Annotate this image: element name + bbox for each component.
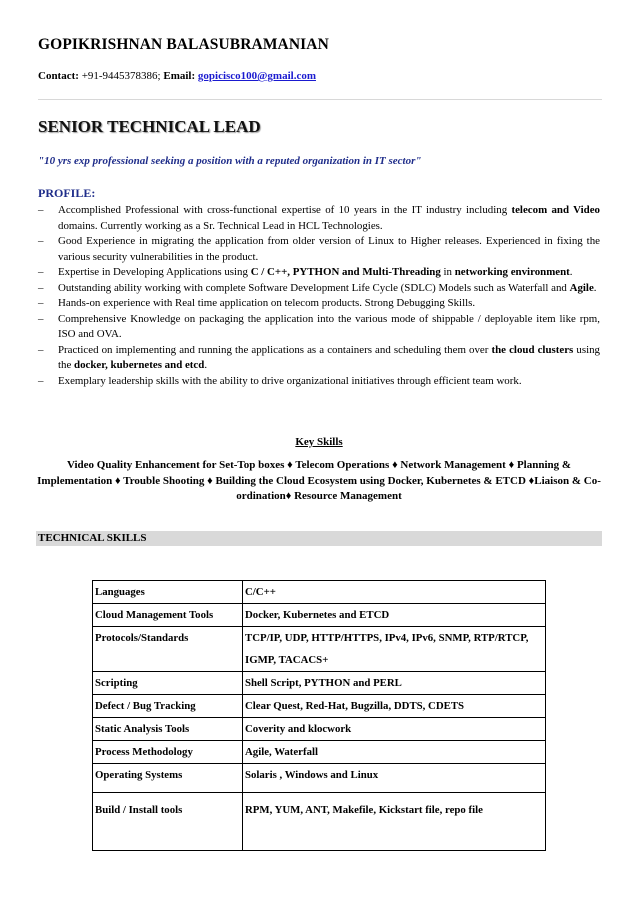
skill-category: Scripting	[93, 672, 243, 695]
profile-heading: PROFILE:	[38, 186, 96, 200]
profile-item	[38, 343, 600, 374]
profile-item-bold-text: docker, kubernetes and etcd	[74, 359, 205, 371]
bullet-dash: –	[38, 312, 44, 325]
table-row	[93, 718, 546, 741]
profile-item-text: Accomplished Professional with cross-functional expertise of 10 years in the IT industry including	[58, 204, 512, 216]
candidate-name: GOPIKRISHNAN BALASUBRAMANIAN	[38, 36, 329, 53]
profile-item-text: Expertise in Developing Applications using	[58, 266, 251, 278]
skill-category: Process Methodology	[93, 741, 243, 764]
skill-category: Static Analysis Tools	[93, 718, 243, 741]
key-skills-heading: Key Skills	[295, 436, 343, 448]
profile-item	[38, 374, 600, 390]
skill-value: Coverity and klocwork	[243, 718, 546, 741]
profile-item	[38, 265, 600, 281]
tagline: "10 yrs exp professional seeking a position with a reputed organization in IT sector"	[38, 155, 422, 167]
bullet-dash: –	[38, 235, 44, 247]
skill-category: Defect / Bug Tracking	[93, 695, 243, 718]
technical-skills-heading: TECHNICAL SKILLS	[38, 532, 147, 544]
profile-item-bold-text: C / C++, PYTHON and Multi-Threading	[250, 266, 441, 278]
key-skills-text: Video Quality Enhancement for Set-Top boxes ♦ Telecom Operations ♦ Network Management ♦ Planning & Implementation ♦ Trouble Shooting ♦ Building the Cloud Ecosystem using Docker, Kubernetes & ETCD ♦Liaison & Co-ordination♦ Resource Management	[37, 459, 601, 502]
profile-item	[38, 234, 600, 265]
bullet-dash: –	[38, 374, 44, 387]
bullet-dash: –	[38, 343, 44, 356]
bullet-dash: –	[38, 281, 44, 294]
profile-item-text: Practiced on implementing and running the applications as a containers and scheduling them over	[58, 343, 492, 356]
email-label: Email:	[163, 70, 196, 82]
table-row	[93, 672, 546, 695]
skill-category: Build / Install tools	[93, 793, 243, 851]
bullet-dash: –	[38, 204, 44, 216]
profile-item-bold-text: Agile	[569, 281, 594, 294]
phone-number: +91-9445378386;	[81, 70, 161, 82]
profile-item-text: Comprehensive Knowledge on packaging the application into the various mode of shippable / deployable item like rpm, ISO and OVA.	[58, 312, 600, 340]
technical-skills-table	[92, 580, 546, 851]
skill-category: Cloud Management Tools	[93, 604, 243, 627]
role-title: SENIOR TECHNICAL LEAD	[38, 117, 261, 136]
table-row	[93, 627, 546, 672]
email-link[interactable]: gopicisco100@gmail.com	[197, 70, 316, 82]
contact-line	[38, 70, 316, 82]
profile-item-text: Good Experience in migrating the application from older version of Linux to Higher releases. Experienced in fixing the various security vulnerabilities in the product.	[58, 235, 600, 263]
profile-item-text: Exemplary leadership skills with the ability to drive organizational initiatives through efficient team work.	[58, 374, 522, 387]
skill-value: Shell Script, PYTHON and PERL	[243, 672, 546, 695]
profile-item-text: in	[440, 266, 455, 278]
profile-list	[38, 203, 600, 389]
profile-item	[38, 203, 600, 234]
table-row	[93, 764, 546, 793]
skill-value: Clear Quest, Red-Hat, Bugzilla, DDTS, CDETS	[243, 695, 546, 718]
profile-item-bold-text: the cloud clusters	[491, 343, 574, 356]
profile-item-text: .	[569, 266, 573, 278]
technical-skills-bar	[36, 531, 602, 546]
profile-item-bold-text: telecom and Video	[511, 204, 600, 216]
profile-item-text: Hands-on experience with Real time application on telecom products. Strong Debugging Skills.	[58, 297, 476, 309]
bullet-dash: –	[38, 266, 44, 278]
table-row	[93, 604, 546, 627]
skill-value: Docker, Kubernetes and ETCD	[243, 604, 546, 627]
profile-item	[38, 281, 600, 297]
table-row	[93, 581, 546, 604]
skill-category: Languages	[93, 581, 243, 604]
bullet-dash: –	[38, 297, 44, 309]
skill-value: RPM, YUM, ANT, Makefile, Kickstart file, repo file	[243, 793, 546, 851]
skill-value: Solaris , Windows and Linux	[243, 764, 546, 793]
skill-value: TCP/IP, UDP, HTTP/HTTPS, IPv4, IPv6, SNMP, RTP/RTCP, IGMP, TACACS+	[243, 627, 546, 672]
table-row	[93, 741, 546, 764]
profile-item-text: domains. Currently working as a Sr. Technical Lead in HCL Technologies.	[58, 219, 383, 232]
profile-item-text: using the	[58, 343, 600, 371]
profile-item	[38, 312, 600, 343]
skill-value: C/C++	[243, 581, 546, 604]
profile-item	[38, 296, 600, 312]
header-divider	[38, 99, 602, 100]
skill-category: Operating Systems	[93, 764, 243, 793]
profile-item-bold-text: networking environment	[454, 266, 570, 278]
table-row	[93, 695, 546, 718]
profile-item-text: Outstanding ability working with complete Software Development Life Cycle (SDLC) Models such as Waterfall and	[58, 281, 570, 294]
skill-category: Protocols/Standards	[93, 627, 243, 672]
contact-label: Contact:	[38, 70, 79, 82]
skill-value: Agile, Waterfall	[243, 741, 546, 764]
profile-item-text: .	[204, 359, 208, 371]
table-row	[93, 793, 546, 851]
profile-item-text: .	[593, 281, 597, 294]
